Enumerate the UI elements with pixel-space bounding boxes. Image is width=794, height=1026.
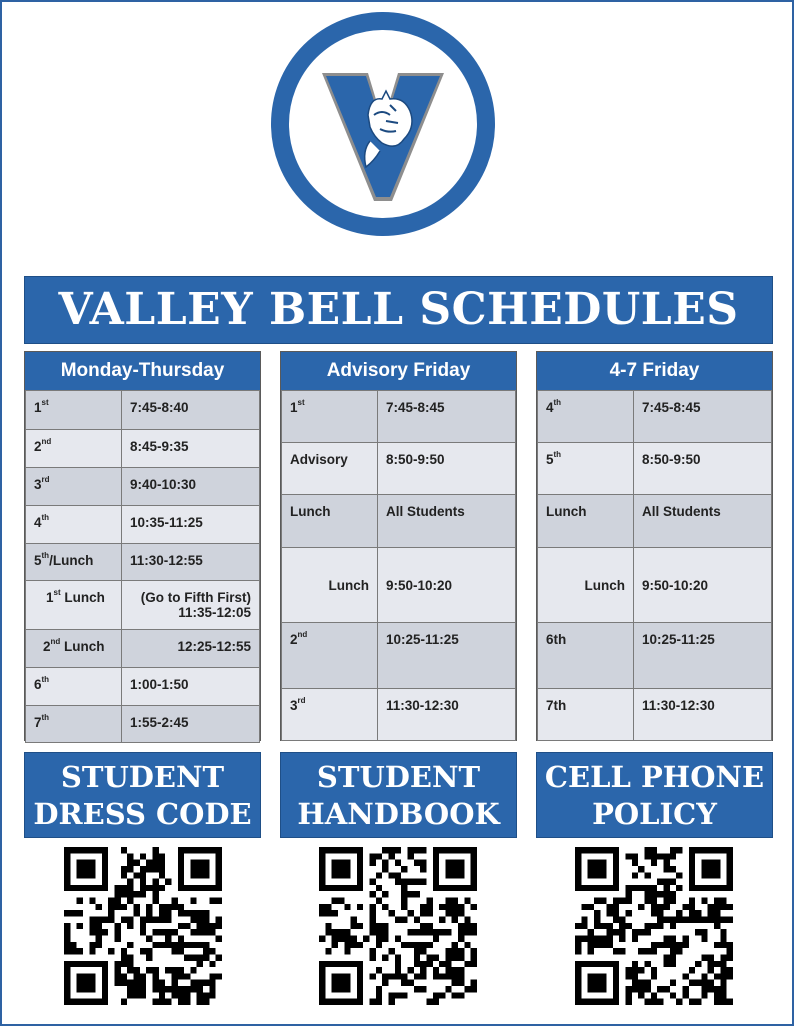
table-row: 5th 8:50-9:50: [538, 443, 772, 495]
table-row: 4th 10:35-11:25: [26, 506, 260, 544]
table-row: 2nd 8:45-9:35: [26, 430, 260, 468]
schedule-advisory-friday: [280, 351, 517, 741]
table-row: 3rd 9:40-10:30: [26, 468, 260, 506]
table-row: 2nd 10:25-11:25: [282, 623, 516, 689]
table-row: Lunch All Students: [282, 495, 516, 548]
table-row: 7th 11:30-12:30: [538, 689, 772, 741]
schedule-table: [537, 390, 772, 741]
table-row: 3rd 11:30-12:30: [282, 689, 516, 741]
valley-v-tiger-logo: [270, 11, 496, 237]
page-title: VALLEY BELL SCHEDULES: [24, 276, 773, 344]
dress-code-label: STUDENT DRESS CODE: [24, 752, 261, 838]
cell-phone-policy-qr-icon[interactable]: [574, 847, 734, 1005]
table-row: 1st Lunch (Go to Fifth First) 11:35-12:05: [26, 581, 260, 630]
schedule-header: 4-7 Friday: [537, 352, 772, 390]
handbook-qr-icon[interactable]: [318, 847, 478, 1005]
table-row: 6th 1:00-1:50: [26, 668, 260, 706]
table-row: 6th 10:25-11:25: [538, 623, 772, 689]
schedule-header: Monday-Thursday: [25, 352, 260, 390]
table-row: Lunch 9:50-10:20: [538, 548, 772, 623]
table-row: 1st 7:45-8:45: [282, 391, 516, 443]
schedule-table: [25, 390, 260, 743]
schedule-4-7-friday: [536, 351, 773, 741]
table-row: 4th 7:45-8:45: [538, 391, 772, 443]
table-row: 1st 7:45-8:40: [26, 391, 260, 430]
cell-phone-policy-label: CELL PHONE POLICY: [536, 752, 773, 838]
table-row: Lunch 9:50-10:20: [282, 548, 516, 623]
table-row: 7th 1:55-2:45: [26, 706, 260, 743]
table-row: Lunch All Students: [538, 495, 772, 548]
table-row: Advisory 8:50-9:50: [282, 443, 516, 495]
schedule-header: Advisory Friday: [281, 352, 516, 390]
dress-code-qr-icon[interactable]: [63, 847, 223, 1005]
table-row: 5th/Lunch 11:30-12:55: [26, 544, 260, 581]
handbook-label: STUDENT HANDBOOK: [280, 752, 517, 838]
schedule-table: [281, 390, 516, 741]
schedule-monday-thursday: [24, 351, 261, 741]
table-row: 2nd Lunch 12:25-12:55: [26, 630, 260, 668]
